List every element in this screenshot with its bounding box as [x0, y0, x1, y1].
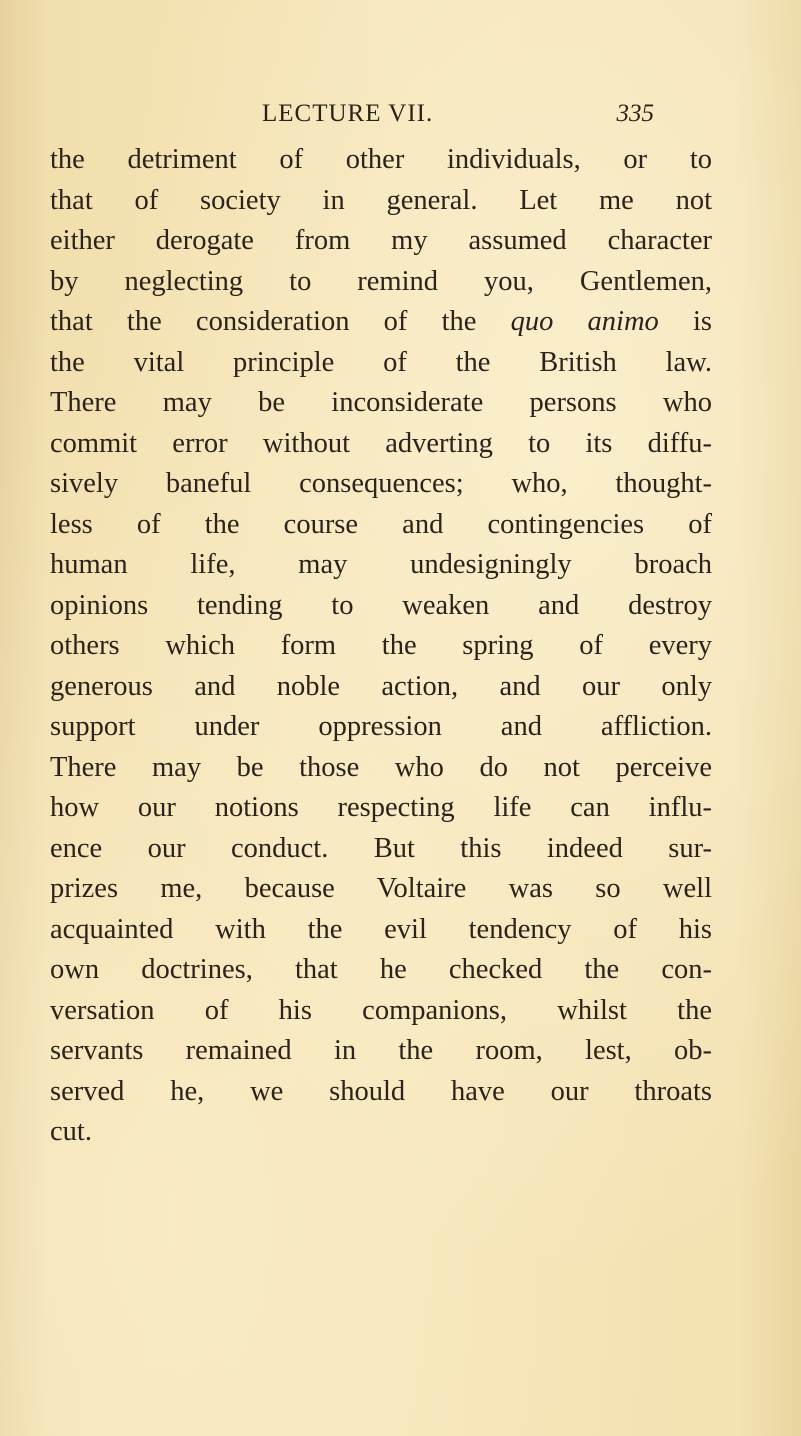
text-line: that of society in general. Let me not: [50, 184, 712, 216]
text-line: served he, we should have our throats: [50, 1075, 712, 1107]
italic-phrase: quo animo: [510, 306, 659, 337]
text-line: acquainted with the evil tendency of his: [50, 913, 712, 945]
text-line: the detriment of other individuals, or to: [50, 144, 712, 175]
page-number: 335: [616, 100, 654, 127]
text-line: sively baneful consequences; who, thought-: [50, 468, 712, 499]
text-line: less of the course and contingencies of: [50, 508, 712, 540]
text-line: own doctrines, that he checked the con-: [50, 954, 712, 985]
text-line: [50, 302, 712, 343]
text-line: either derogate from my assumed character: [50, 225, 712, 256]
running-head: LECTURE VII.: [262, 100, 434, 127]
text-line: servants remained in the room, lest, ob-: [50, 1035, 712, 1066]
text-segment: that the consideration of the: [50, 306, 511, 337]
text-line: ence our conduct. But this indeed sur-: [50, 832, 712, 864]
text-line: the vital principle of the British law.: [50, 346, 712, 378]
text-line: support under oppression and affliction.: [50, 711, 712, 742]
text-line: opinions tending to weaken and destroy: [50, 589, 712, 621]
text-line: There may be inconsiderate persons who: [50, 387, 712, 418]
text-line: cut.: [50, 1116, 92, 1147]
body-text: [50, 140, 712, 1153]
page-header: [0, 100, 801, 140]
text-line: commit error without adverting to its diffu-: [50, 427, 712, 459]
text-line: human life, may undesigningly broach: [50, 549, 712, 580]
text-line: prizes me, because Voltaire was so well: [50, 873, 712, 904]
text-line: by neglecting to remind you, Gentlemen,: [50, 265, 712, 297]
text-line: how our notions respecting life can influ-: [50, 792, 712, 823]
text-segment: is: [658, 306, 713, 337]
text-line: generous and noble action, and our only: [50, 670, 712, 702]
text-line: others which form the spring of every: [50, 630, 712, 661]
text-line: There may be those who do not perceive: [50, 751, 712, 783]
text-line: versation of his companions, whilst the: [50, 994, 712, 1026]
